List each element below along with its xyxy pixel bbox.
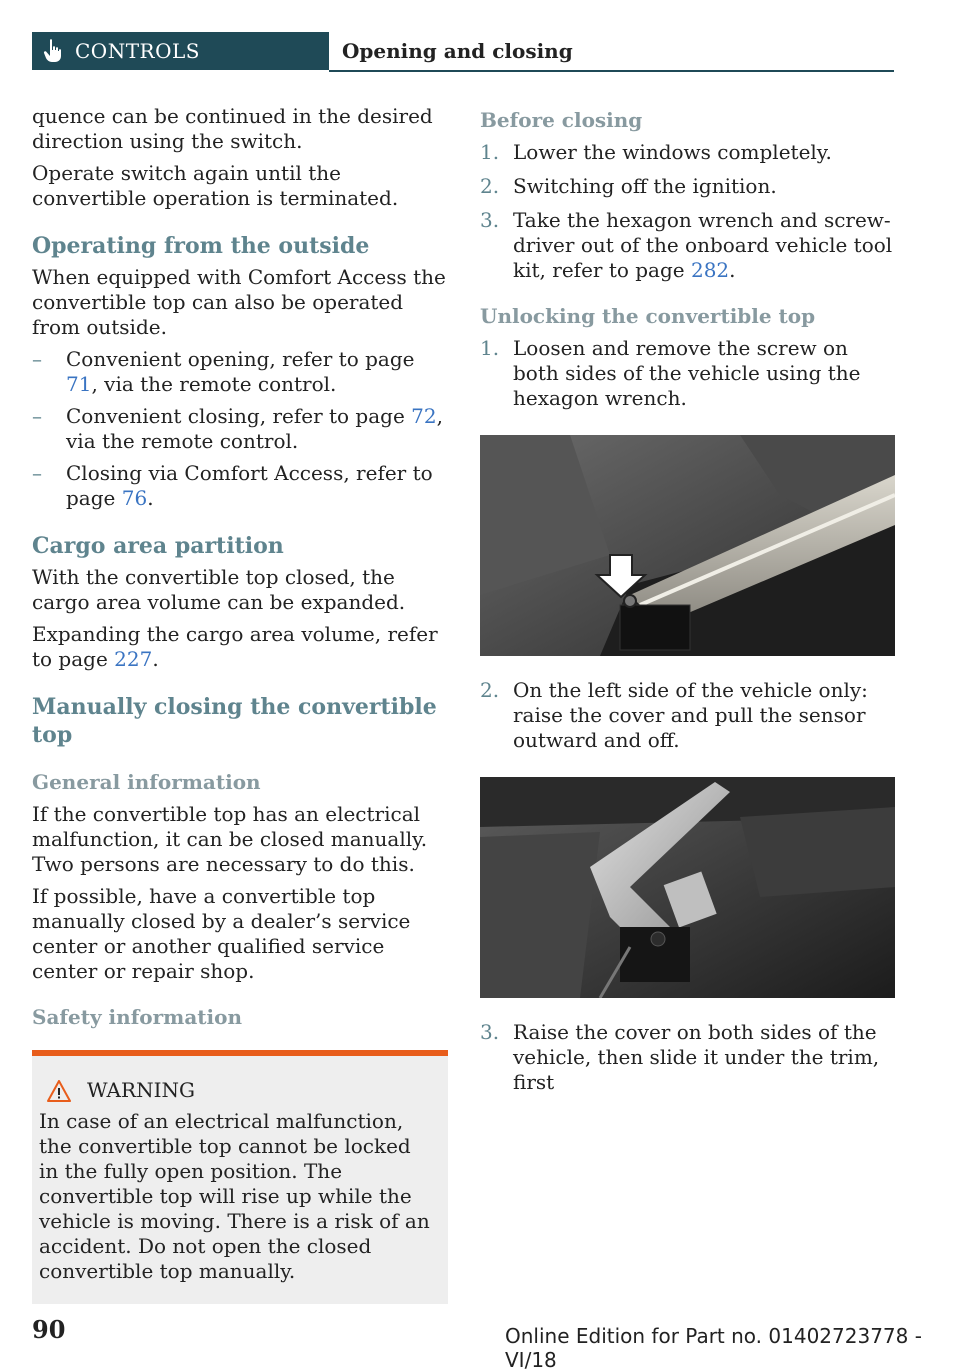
warning-text: In case of an electrical malfunction, the convertible top cannot be locked in the fully open position. The convertible top will rise up while the vehicle is moving. There is a risk of an accident. Do not open the closed convertible top manually. bbox=[39, 1109, 430, 1283]
list-item: – Convenient opening, refer to page 71, via the remote control. bbox=[32, 347, 415, 396]
list-item: 2. On the left side of the vehicle only: raise the cover and pull the sensor outward and off. bbox=[480, 678, 868, 752]
numbered-list bbox=[480, 678, 895, 753]
dash-marker: – bbox=[32, 347, 42, 371]
subsection-heading: Before closing bbox=[480, 108, 643, 132]
numbered-list bbox=[480, 336, 895, 411]
left-column bbox=[32, 104, 448, 1304]
list-item: – Convenient closing, refer to page 72, via the remote control. bbox=[32, 404, 443, 453]
list-item: 1. Loosen and remove the screw on both sides of the vehicle using the hexagon wrench. bbox=[480, 336, 861, 410]
section-heading: Operating from the outside bbox=[32, 233, 370, 259]
paragraph: Expanding the cargo area volume, refer to page 227. bbox=[32, 622, 438, 671]
page-link[interactable]: 71 bbox=[66, 372, 92, 396]
paragraph: Operate switch again until the convertible operation is terminated. bbox=[32, 161, 399, 210]
list-item: – Closing via Comfort Access, refer to page 76. bbox=[32, 461, 433, 510]
paragraph: With the convertible top closed, the cargo area volume can be expanded. bbox=[32, 565, 406, 614]
list-item: 3. Take the hexagon wrench and screwdriver out of the onboard vehicle tool kit, refer to page 282. bbox=[480, 208, 893, 282]
numbered-list bbox=[480, 1020, 895, 1095]
pointing-hand-icon bbox=[43, 39, 63, 63]
sensor-cover-photo bbox=[480, 777, 895, 998]
page-link[interactable]: 76 bbox=[121, 486, 148, 510]
paragraph: If possible, have a convertible top manually closed by a dealer’s service center or another qualified service center or repair shop. bbox=[32, 884, 411, 983]
warning-title: WARNING bbox=[39, 1078, 436, 1103]
paragraph: When equipped with Comfort Access the convertible top can also be operated from outside. bbox=[32, 265, 446, 339]
subsection-heading: Unlocking the convertible top bbox=[480, 304, 816, 328]
list-item: 3. Raise the cover on both sides of the vehicle, then slide it under the trim, first bbox=[480, 1020, 880, 1094]
page-link[interactable]: 227 bbox=[114, 647, 153, 671]
dash-marker: – bbox=[32, 404, 42, 428]
chapter-title: Opening and closing bbox=[329, 32, 894, 72]
page-number: 90 bbox=[32, 1315, 66, 1344]
page-link[interactable]: 282 bbox=[690, 258, 730, 282]
list-item: 1. Lower the windows completely. bbox=[480, 140, 832, 164]
paragraph: quence can be continued in the desired direction using the switch. bbox=[32, 104, 433, 153]
warning-box bbox=[32, 1050, 448, 1304]
list-item: 2. Switching off the ignition. bbox=[480, 174, 777, 198]
section-tab[interactable] bbox=[32, 32, 329, 70]
subsection-heading: Safety information bbox=[32, 1005, 243, 1029]
screw-removal-photo bbox=[480, 435, 895, 656]
section-label: CONTROLS bbox=[75, 39, 200, 63]
dash-marker: – bbox=[32, 461, 42, 485]
warning-triangle-icon bbox=[47, 1080, 71, 1102]
section-heading: Manually closing the convertible top bbox=[32, 694, 437, 748]
subsection-heading: General information bbox=[32, 770, 261, 794]
section-heading: Cargo area partition bbox=[32, 533, 284, 559]
edition-footer: Online Edition for Part no. 01402723778 - VI/18 bbox=[505, 1324, 922, 1372]
right-column bbox=[480, 104, 895, 1104]
paragraph: If the convertible top has an electrical malfunction, it can be closed manually. Two persons are necessary to do this. bbox=[32, 802, 428, 876]
page-link[interactable]: 72 bbox=[411, 404, 437, 428]
bullet-list bbox=[32, 347, 448, 511]
numbered-list bbox=[480, 140, 895, 283]
page-header bbox=[32, 32, 894, 70]
